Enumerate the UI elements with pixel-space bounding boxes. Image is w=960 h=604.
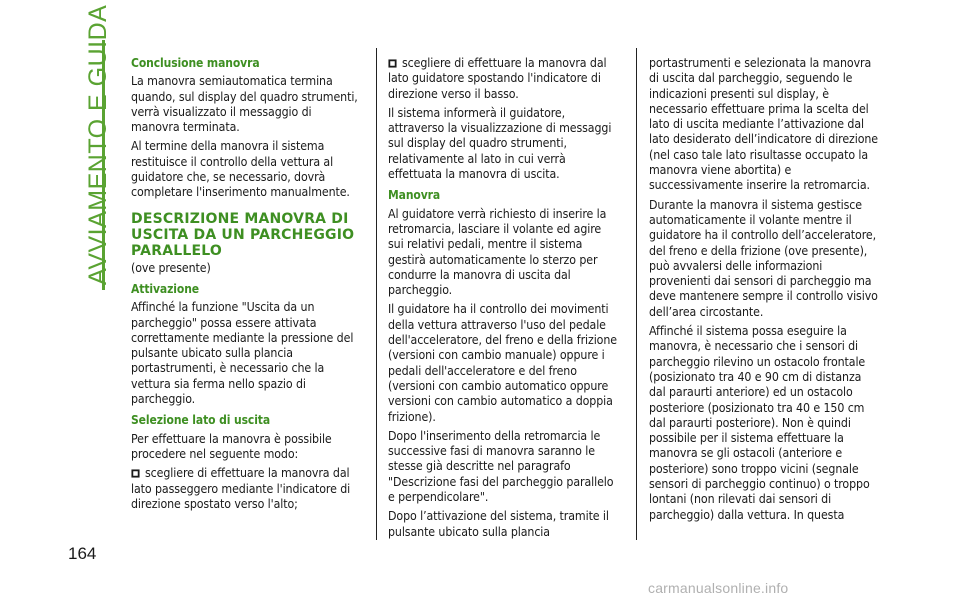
paragraph: Dopo l’attivazione del sistema, tramite il pulsante ubicato sulla plancia	[388, 509, 609, 539]
subheading-manovra: Manovra	[388, 188, 441, 203]
bullet-square-icon	[131, 469, 140, 478]
list-item	[131, 466, 363, 512]
column-3	[649, 56, 881, 527]
paragraph: Durante la manovra il sistema gestisce automaticamente il volante mentre il guidatore ha il controllo dell’acceleratore, del freno e della frizione (ove presente), può avvalersi delle informazioni provenienti dai sensori di parcheggio ma deve mantenere sempre il controllo visivo dell’area circostante.	[649, 197, 878, 319]
paragraph: Dopo l'inserimento della retromarcia le successive fasi di manovra saranno le stesse già descritte nel paragrafo "Descrizione fasi del parcheggio parallelo e perpendicolare".	[388, 428, 614, 505]
paragraph: Al guidatore verrà richiesto di inserire la retromarcia, lasciare il volante ed agire sui relativi pedali, mentre il sistema gestirà automaticamente lo sterzo per condurre la manovra di uscita dal parcheggio.	[388, 206, 607, 298]
column-1	[131, 56, 363, 516]
section-heading: DESCRIZIONE MANOVRA DI USCITA DA UN PARCHEGGIO PARALLELO	[131, 210, 355, 259]
section-title-vertical: AVVIAMENTO E GUIDA	[84, 4, 112, 285]
column-divider	[376, 48, 377, 540]
watermark: carmanualsonline.info	[648, 580, 789, 596]
paragraph: Al termine della manovra il sistema restituisce il controllo della vettura al guidatore che, se necessario, dovrà completare l'inserimento manualmente.	[131, 139, 350, 200]
list-item-text: scegliere di effettuare la manovra dal lato passeggero mediante l'indicatore di direzione spostato verso l'alto;	[131, 466, 351, 511]
availability-note: (ove presente)	[131, 260, 211, 275]
section-tab	[70, 4, 112, 290]
paragraph: Il sistema informerà il guidatore, attraverso la visualizzazione di messaggi sul display del quadro strumenti, relativamente al lato in cui verrà effettuata la manovra di uscita.	[388, 105, 612, 182]
column-2	[388, 56, 620, 544]
column-divider	[636, 48, 637, 540]
paragraph: Affinché la funzione "Uscita da un parcheggio" possa essere attivata correttamente mediante la pressione del pulsante ubicato sulla plancia portastrumenti, è necessario che la vettura sia ferma nello spazio di parcheggio.	[131, 300, 354, 407]
page-number: 164	[68, 544, 97, 563]
paragraph: Il guidatore ha il controllo dei movimenti della vettura attraverso l'uso del pedale dell'acceleratore, del freno e della frizione (versioni con cambio manuale) oppure i pedali dell'acceleratore e del freno (versioni con cambio automatico oppure versioni con cambio automatico a doppia frizione).	[388, 302, 617, 424]
list-item	[388, 56, 620, 102]
subheading-attivazione: Attivazione	[131, 281, 200, 296]
bullet-square-icon	[388, 59, 397, 68]
paragraph: portastrumenti e selezionata la manovra di uscita dal parcheggio, seguendo le indicazioni presenti sul display, è necessario effettuare prima la scelta del lato di uscita mediante l’attivazione dal lato desiderato dell’indicatore di direzione (nel caso tale lato risultasse occupato la manovra viene abortita) e successivamente inserire la retromarcia.	[649, 56, 879, 193]
subheading-conclusione: Conclusione manovra	[131, 56, 260, 70]
list-item-text: scegliere di effettuare la manovra dal lato guidatore spostando l'indicatore di direzione verso il basso.	[388, 56, 607, 101]
paragraph: Per effettuare la manovra è possibile procedere nel seguente modo:	[131, 431, 332, 461]
subheading-selezione-lato: Selezione lato di uscita	[131, 413, 271, 428]
paragraph: Affinché il sistema possa eseguire la manovra, è necessario che i sensori di parcheggio rilevino un ostacolo frontale (posizionato tra 40 e 90 cm di distanza dal paraurti anteriore) ed un ostacolo posteriore (posizionato tra 40 e 150 cm dal paraurti posteriore). Non è quindi possibile per il sistema effettuare la manovra se gli ostacoli (anteriore e posteriore) sono troppo vicini (segnale sensori di parcheggio continuo) o troppo lontani (non rilevati dai sensori di parcheggio) dalla vettura. In questa	[649, 324, 870, 522]
paragraph: La manovra semiautomatica termina quando, sul display del quadro strumenti, verrà visualizzato il messaggio di manovra terminata.	[131, 74, 358, 135]
